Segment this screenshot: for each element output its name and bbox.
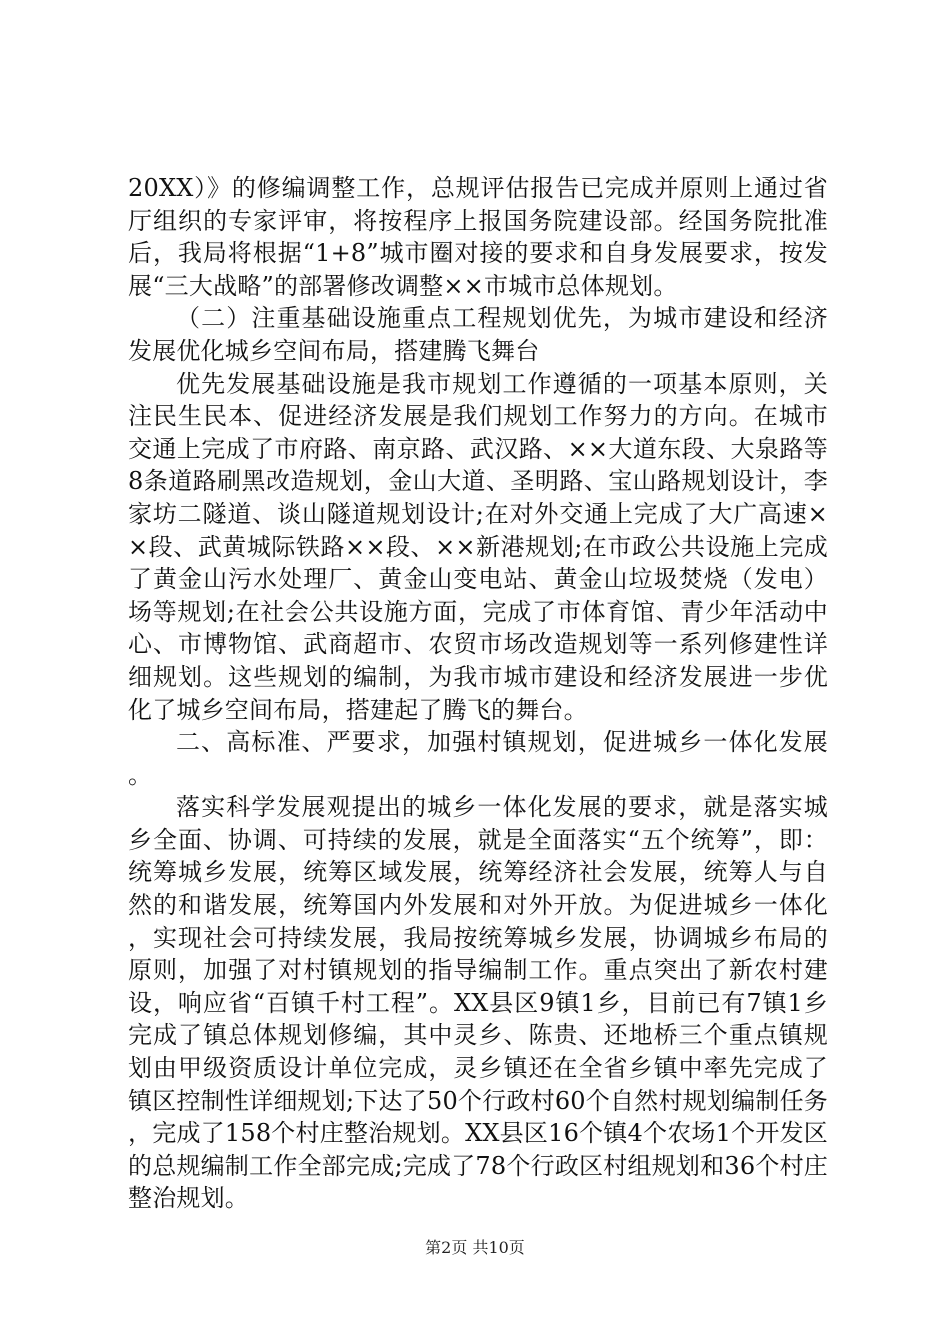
document-body [128,172,828,1215]
paragraph-1: 20XX）》的修编调整工作，总规评估报告已完成并原则上通过省厅组织的专家评审，将按程序上报国务院建设部。经国务院批准后，我局将根据“1+8”城市圈对接的要求和自身发展要求，按发展“三大战略”的部署修改调整××市城市总体规划。 [128,174,828,300]
paragraph-5: 落实科学发展观提出的城乡一体化发展的要求，就是落实城乡全面、协调、可持续的发展，就是全面落实“五个统筹”，即：统筹城乡发展，统筹区域发展，统筹经济社会发展，统筹人与自然的和谐发展，统筹国内外发展和对外开放。为促进城乡一体化，实现社会可持续发展，我局按统筹城乡发展，协调城乡布局的原则，加强了对村镇规划的指导编制工作。重点突出了新农村建设，响应省“百镇千村工程”。XX县区9镇1乡，目前已有7镇1乡完成了镇总体规划修编，其中灵乡、陈贵、还地桥三个重点镇规划由甲级资质设计单位完成，灵乡镇还在全省乡镇中率先完成了镇区控制性详细规划;下达了50个行政村60个自然村规划编制任务，完成了158个村庄整治规划。XX县区16个镇4个农场1个开发区的总规编制工作全部完成;完成了78个行政区村组规划和36个村庄整治规划。 [128,793,828,1213]
page-footer: 第2页 共10页 [425,1238,525,1257]
paragraph-4-heading: 二、高标准、严要求，加强村镇规划，促进城乡一体化发展。 [128,728,828,789]
paragraph-3: 优先发展基础设施是我市规划工作遵循的一项基本原则，关注民生民本、促进经济发展是我们规划工作努力的方向。在城市交通上完成了市府路、南京路、武汉路、××大道东段、大泉路等8条道路刷黑改造规划，金山大道、圣明路、宝山路规划设计，李家坊二隧道、谈山隧道规划设计;在对外交通上完成了大广高速××段、武黄城际铁路××段、××新港规划;在市政公共设施上完成了黄金山污水处理厂、黄金山变电站、黄金山垃圾焚烧（发电）场等规划;在社会公共设施方面，完成了市体育馆、青少年活动中心、市博物馆、武商超市、农贸市场改造规划等一系列修建性详细规划。这些规划的编制，为我市城市建设和经济发展进一步优化了城乡空间布局，搭建起了腾飞的舞台。 [128,369,828,724]
paragraph-2-heading: （二）注重基础设施重点工程规划优先，为城市建设和经济发展优化城乡空间布局，搭建腾飞舞台 [128,304,828,365]
